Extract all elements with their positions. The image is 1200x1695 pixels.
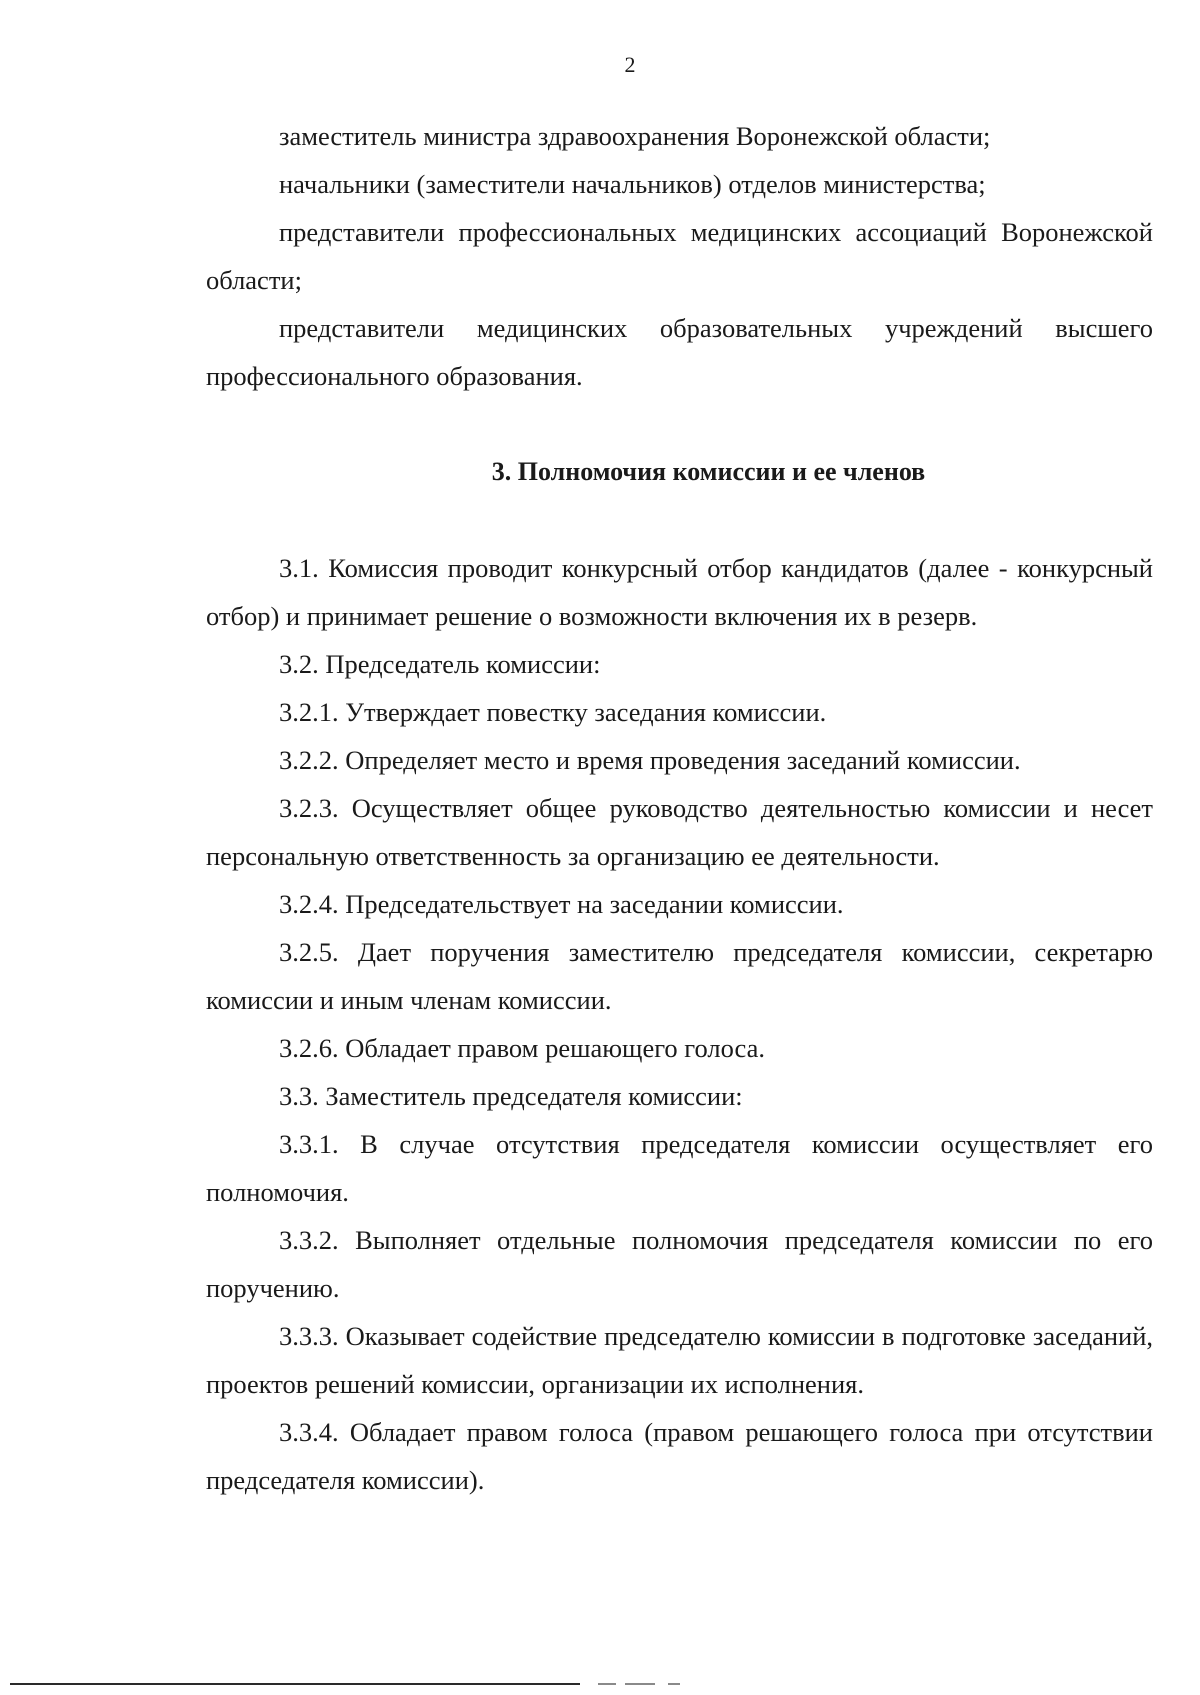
paragraph-3-2: 3.2. Председатель комиссии:	[279, 649, 601, 679]
paragraph-3-2-6: 3.2.6. Обладает правом решающего голоса.	[279, 1033, 766, 1063]
paragraph-deputy-minister: заместитель министра здравоохранения Воронежской области;	[279, 121, 991, 151]
scan-edge-line	[10, 1683, 580, 1685]
paragraph-3-1: 3.1. Комиссия проводит конкурсный отбор кандидатов (далее - конкурсный отбор) и принимает решение о возможности включения их в резерв.	[206, 553, 1153, 631]
page-number: 2	[624, 52, 636, 77]
paragraph-3-3-1: 3.3.1. В случае отсутствия председателя комиссии осуществляет его полномочия.	[206, 1129, 1153, 1207]
paragraph-3-3-4: 3.3.4. Обладает правом голоса (правом решающего голоса при отсутствии председателя комиссии).	[206, 1417, 1153, 1495]
paragraph-3-3: 3.3. Заместитель председателя комиссии:	[279, 1081, 743, 1111]
paragraph-educational-institutions: представители медицинских образовательных учреждений высшего профессионального образования.	[206, 313, 1153, 391]
scan-artifact-mark	[598, 1683, 616, 1685]
scan-artifact-mark	[668, 1683, 680, 1685]
scan-artifact-mark	[625, 1683, 655, 1685]
paragraph-3-2-4: 3.2.4. Председательствует на заседании комиссии.	[279, 889, 844, 919]
section-heading: 3. Полномочия комиссии и ее членов	[491, 457, 926, 486]
paragraph-3-3-2: 3.3.2. Выполняет отдельные полномочия председателя комиссии по его поручению.	[206, 1225, 1153, 1303]
paragraph-department-heads: начальники (заместители начальников) отделов министерства;	[279, 169, 986, 199]
document-body	[206, 112, 1153, 1504]
paragraph-3-2-5: 3.2.5. Дает поручения заместителю председателя комиссии, секретарю комиссии и иным членам комиссии.	[206, 937, 1153, 1015]
paragraph-associations: представители профессиональных медицинских ассоциаций Воронежской области;	[206, 217, 1153, 295]
paragraph-3-3-3: 3.3.3. Оказывает содействие председателю комиссии в подготовке заседаний, проектов решений комиссии, организации их исполнения.	[206, 1321, 1153, 1399]
paragraph-3-2-2: 3.2.2. Определяет место и время проведения заседаний комиссии.	[279, 745, 1021, 775]
paragraph-3-2-1: 3.2.1. Утверждает повестку заседания комиссии.	[279, 697, 827, 727]
paragraph-3-2-3: 3.2.3. Осуществляет общее руководство деятельностью комиссии и несет персональную ответственность за организацию ее деятельности.	[206, 793, 1153, 871]
